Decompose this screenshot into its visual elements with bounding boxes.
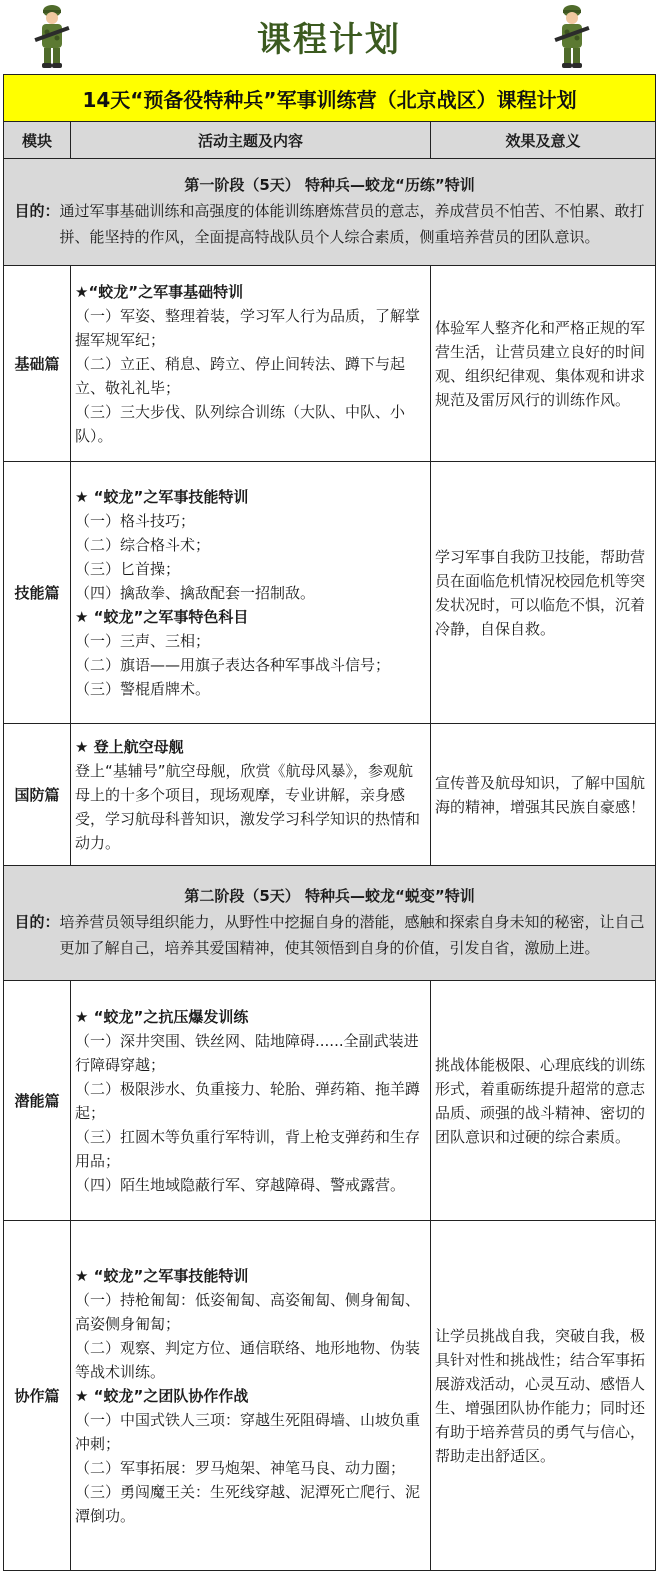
activity-line: （二）立正、稍息、跨立、停止间转法、蹲下与起立、敬礼礼毕； bbox=[75, 354, 406, 397]
stage-goal-text: 培养营员领导组织能力，从野性中挖掘自身的潜能，感触和探索自身未知的秘密，让自己更加了解自己，培养其爱国精神，使其领悟到自身的价值，引发自省，激励上进。 bbox=[59, 913, 645, 957]
activity-line: （二）综合格斗术； bbox=[75, 535, 211, 554]
activity-line: （三）三大步伐、队列综合训练（大队、中队、小队）。 bbox=[75, 402, 406, 445]
page-title: 课程计划 bbox=[257, 20, 401, 60]
stage-title: 第一阶段（5天） 特种兵—蛟龙“历练”特训 bbox=[184, 176, 475, 194]
module-name: 基础篇 bbox=[4, 266, 71, 462]
activity-heading: ★ “蛟龙”之军事技能特训 bbox=[75, 1266, 249, 1285]
activity-content bbox=[71, 462, 431, 724]
activity-content bbox=[71, 981, 431, 1221]
module-name: 协作篇 bbox=[4, 1221, 71, 1571]
banner-title: 14天“预备役特种兵”军事训练营（北京战区）课程计划 bbox=[4, 75, 656, 122]
column-header-effect: 效果及意义 bbox=[431, 122, 656, 159]
activity-line: （二）旗语——用旗子表达各种军事战斗信号； bbox=[75, 655, 391, 674]
module-row bbox=[4, 981, 656, 1221]
column-header-row bbox=[4, 122, 656, 159]
module-name: 国防篇 bbox=[4, 724, 71, 866]
activity-content bbox=[71, 1221, 431, 1571]
stage-goal-text: 通过军事基础训练和高强度的体能训练磨炼营员的意志，养成营员不怕苦、不怕累、敢打拼、能坚持的作风，全面提高特战队员个人综合素质，侧重培养营员的团队意识。 bbox=[59, 202, 645, 246]
activity-content bbox=[71, 266, 431, 462]
activity-line: （三）扛圆木等负重行军特训，背上枪支弹药和生存用品； bbox=[75, 1127, 421, 1170]
column-header-content: 活动主题及内容 bbox=[71, 122, 431, 159]
activity-line: （一）三声、三相； bbox=[75, 631, 211, 650]
activity-heading: ★ “蛟龙”之抗压爆发训练 bbox=[75, 1007, 249, 1026]
module-name: 潜能篇 bbox=[4, 981, 71, 1221]
banner-row bbox=[4, 75, 656, 122]
course-table bbox=[3, 74, 656, 1571]
activity-heading: ★“蛟龙”之军事基础特训 bbox=[75, 282, 244, 301]
activity-line: （三）警棍盾牌术。 bbox=[75, 679, 211, 698]
column-header-module: 模块 bbox=[4, 122, 71, 159]
stage-goal-label: 目的： bbox=[14, 202, 60, 220]
activity-line: （一）中国式铁人三项：穿越生死阻碍墙、山坡负重冲刺； bbox=[75, 1410, 421, 1453]
stage1-rows bbox=[4, 266, 656, 866]
activity-line: （四）陌生地域隐蔽行军、穿越障碍、警戒露营。 bbox=[75, 1175, 406, 1194]
activity-line: （二）军事拓展：罗马炮架、神笔马良、动力圈； bbox=[75, 1458, 406, 1477]
effect-text: 学习军事自我防卫技能，帮助营员在面临危机情况校园危机等突发状况时，可以临危不惧，沉着冷静，自保自救。 bbox=[431, 462, 656, 724]
stage-goal bbox=[8, 198, 651, 250]
stage2-rows bbox=[4, 981, 656, 1571]
page-header bbox=[0, 0, 658, 72]
module-row bbox=[4, 724, 656, 866]
stage-goal bbox=[8, 909, 651, 961]
activity-line: （一）军姿、整理着装，学习军人行为品质，了解掌握军规军纪； bbox=[75, 306, 421, 349]
activity-line: （四）擒敌拳、擒敌配套一招制敌。 bbox=[75, 583, 316, 602]
activity-line: （三）勇闯魔王关：生死线穿越、泥潭死亡爬行、泥潭倒功。 bbox=[75, 1482, 421, 1525]
activity-heading: ★ “蛟龙”之团队协作作战 bbox=[75, 1386, 249, 1405]
activity-line: （一）深井突围、铁丝网、陆地障碍......全副武装进行障碍穿越； bbox=[75, 1031, 419, 1074]
stage-title: 第二阶段（5天） 特种兵—蛟龙“蜕变”特训 bbox=[184, 887, 475, 905]
stage-goal-label: 目的： bbox=[14, 913, 60, 931]
activity-line: （三）匕首操； bbox=[75, 559, 181, 578]
soldier-icon bbox=[552, 2, 592, 70]
activity-line: （二）观察、判定方位、通信联络、地形地物、伪装等战术训练。 bbox=[75, 1338, 421, 1381]
module-row bbox=[4, 1221, 656, 1571]
stage-row-1 bbox=[4, 159, 656, 266]
effect-text: 体验军人整齐化和严格正规的军营生活，让营员建立良好的时间观、组织纪律观、集体观和讲求规范及雷厉风行的训练作风。 bbox=[431, 266, 656, 462]
stage-row-2 bbox=[4, 866, 656, 981]
effect-text: 让学员挑战自我，突破自我，极具针对性和挑战性；结合军事拓展游戏活动，心灵互动、感悟人生、增强团队协作能力；同时还有助于培养营员的勇气与信心，帮助走出舒适区。 bbox=[431, 1221, 656, 1571]
effect-text: 宣传普及航母知识，了解中国航海的精神，增强其民族自豪感！ bbox=[431, 724, 656, 866]
activity-line: （一）格斗技巧； bbox=[75, 511, 196, 530]
module-row bbox=[4, 266, 656, 462]
activity-line: （一）持枪匍匐：低姿匍匐、高姿匍匐、侧身匍匐、高姿侧身匍匐； bbox=[75, 1290, 421, 1333]
activity-heading: ★ 登上航空母舰 bbox=[75, 737, 184, 756]
module-name: 技能篇 bbox=[4, 462, 71, 724]
activity-line: 登上“基辅号”航空母舰，欣赏《航母风暴》，参观航母上的十多个项目，现场观摩，专业讲解，亲身感受，学习航母科普知识，激发学习科学知识的热情和动力。 bbox=[75, 761, 421, 852]
activity-heading: ★ “蛟龙”之军事特色科目 bbox=[75, 607, 249, 626]
activity-heading: ★ “蛟龙”之军事技能特训 bbox=[75, 487, 249, 506]
activity-line: （二）极限涉水、负重接力、轮胎、弹药箱、拖羊蹲起； bbox=[75, 1079, 421, 1122]
activity-content bbox=[71, 724, 431, 866]
module-row bbox=[4, 462, 656, 724]
effect-text: 挑战体能极限、心理底线的训练形式，着重砺练提升超常的意志品质、顽强的战斗精神、密切的团队意识和过硬的综合素质。 bbox=[431, 981, 656, 1221]
